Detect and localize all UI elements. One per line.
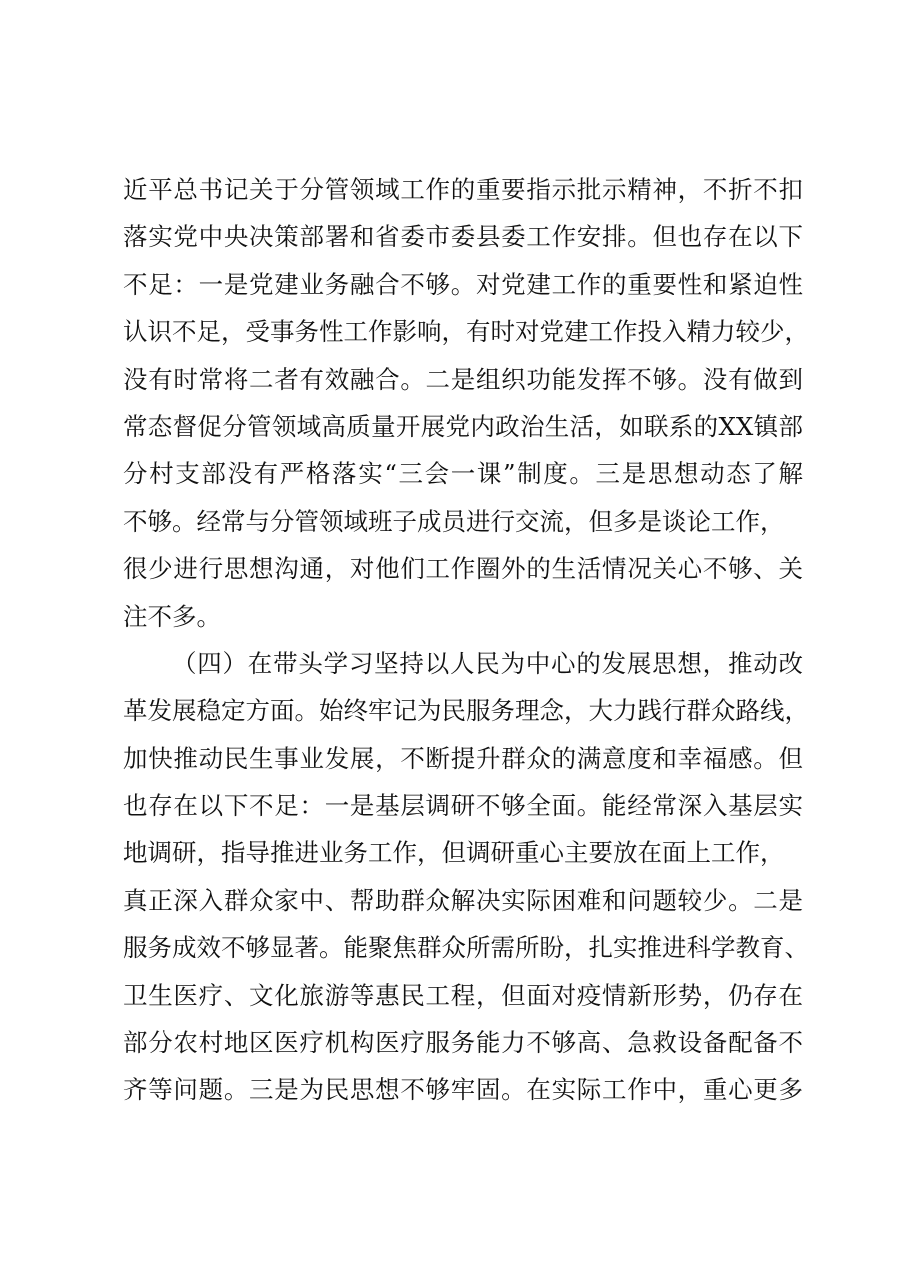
text-line: 地调研，指导推进业务工作，但调研重心主要放在面上工作， xyxy=(123,838,785,868)
text-line: 真正深入群众家中、帮助群众解决实际困难和问题较少。二是 xyxy=(123,885,803,915)
text-line: 不够。经常与分管领域班子成员进行交流，但多是谈论工作， xyxy=(123,506,785,536)
document-body xyxy=(123,166,809,1114)
text-line: 认识不足，受事务性工作影响，有时对党建工作投入精力较少， xyxy=(123,317,809,347)
text-line: 卫生医疗、文化旅游等惠民工程，但面对疫情新形势，仍存在 xyxy=(123,980,803,1010)
text-line: 没有时常将二者有效融合。二是组织功能发挥不够。没有做到 xyxy=(123,364,803,394)
text-line: 革发展稳定方面。始终牢记为民服务理念，大力践行群众路线， xyxy=(123,696,809,726)
text-line: 近平总书记关于分管领域工作的重要指示批示精神，不折不扣 xyxy=(123,175,803,204)
text-line: 部分农村地区医疗机构医疗服务能力不够高、急救设备配备不 xyxy=(123,1028,803,1058)
text-line: 常态督促分管领域高质量开展党内政治生活，如联系的XX镇部 xyxy=(123,411,803,441)
text-line: 服务成效不够显著。能聚焦群众所需所盼，扎实推进科学教育、 xyxy=(123,933,809,963)
text-line: 注不多。 xyxy=(123,601,221,631)
text-line: 落实党中央决策部署和省委市委县委工作安排。但也存在以下 xyxy=(123,222,803,252)
text-line: 加快推动民生事业发展，不断提升群众的满意度和幸福感。但 xyxy=(123,743,803,773)
text-line: 不足：一是党建业务融合不够。对党建工作的重要性和紧迫性 xyxy=(123,269,803,299)
text-line: 齐等问题。三是为民思想不够牢固。在实际工作中，重心更多 xyxy=(123,1075,803,1105)
text-line: 也存在以下不足：一是基层调研不够全面。能经常深入基层实 xyxy=(123,791,803,821)
text-line: （四）在带头学习坚持以人民为中心的发展思想，推动改 xyxy=(172,648,803,678)
text-line: 分村支部没有严格落实“三会一课”制度。三是思想动态了解 xyxy=(123,459,803,489)
text-line: 很少进行思想沟通，对他们工作圈外的生活情况关心不够、关 xyxy=(123,554,803,584)
